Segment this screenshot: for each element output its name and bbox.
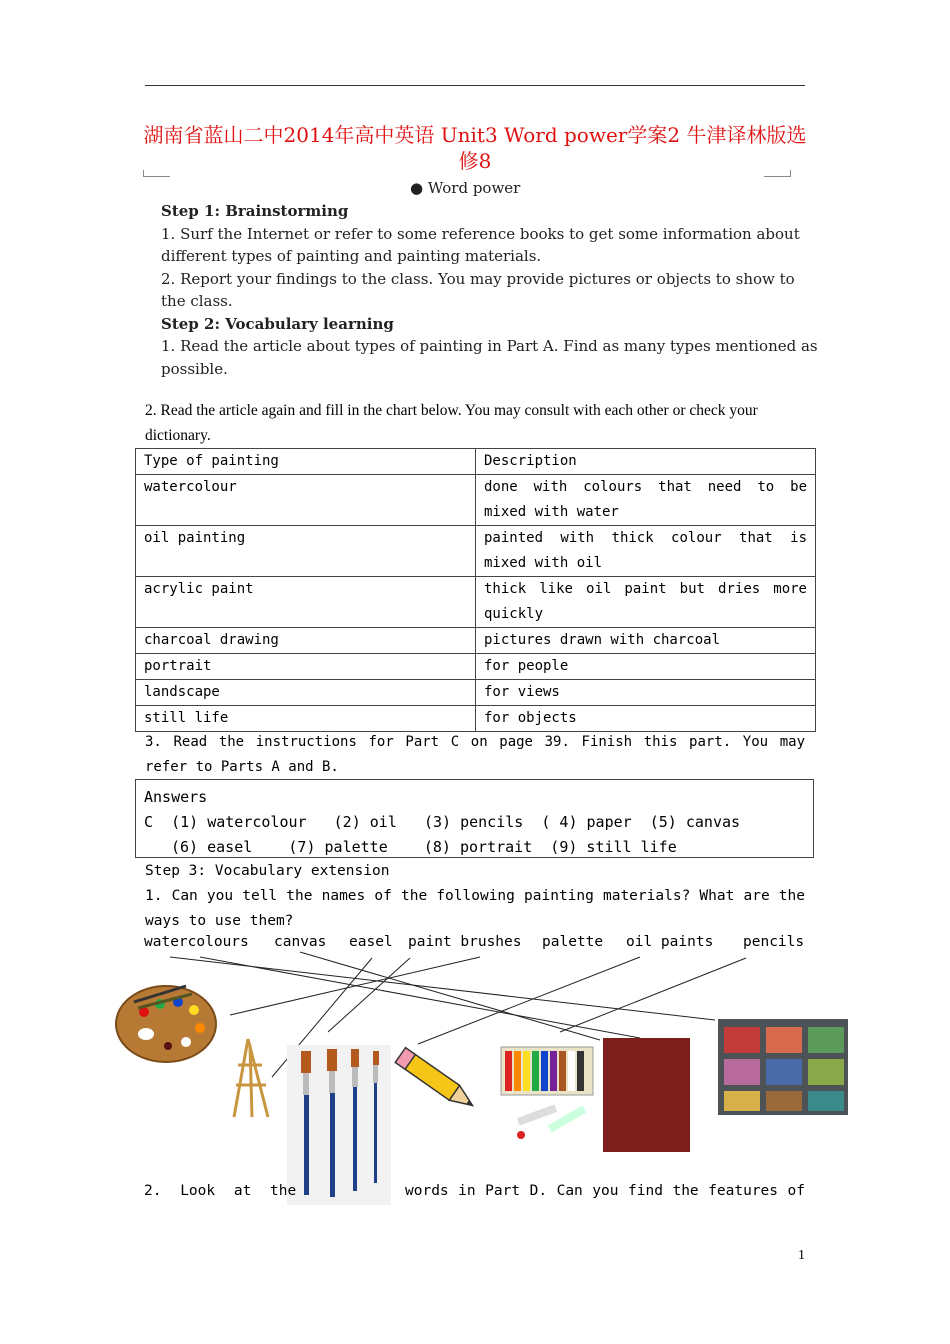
description-cell: for people (476, 654, 816, 680)
answers-heading: Answers (144, 788, 208, 806)
header-type: Type of painting (136, 449, 476, 475)
painting-type-cell: charcoal drawing (136, 628, 476, 654)
description-cell: for objects (476, 706, 816, 732)
word-paint-brushes: paint brushes (408, 934, 522, 950)
instruction-3: 3. Read the instructions for Part C on page 39. Finish this part. You may refer to Parts A and B. (145, 734, 805, 775)
header-description: Description (476, 449, 816, 475)
step1-line: the class. (161, 292, 233, 310)
match-line (418, 957, 640, 1044)
step1-heading: Step 1: Brainstorming (161, 202, 349, 220)
watercolours-picture (718, 1019, 848, 1115)
painting-type-cell: landscape (136, 680, 476, 706)
match-line (300, 952, 600, 1040)
description-cell: thick like oil paint but dries more quickly (476, 577, 816, 628)
palette-picture (114, 972, 218, 1067)
step2-heading: Step 2: Vocabulary learning (161, 314, 394, 333)
step1-line: 1. Surf the Internet or refer to some reference books to get some information about (161, 224, 800, 243)
step3-question-1: 1. Can you tell the names of the following painting materials? What are the ways to use them? (145, 888, 805, 929)
step1-line: 2. Report your findings to the class. You may provide pictures or objects to show to (161, 269, 795, 288)
match-line (230, 957, 480, 1015)
question-2-left: 2. Look at the (144, 1183, 297, 1199)
step3-heading: Step 3: Vocabulary extension (145, 863, 390, 879)
easel-picture (228, 1035, 278, 1120)
word-easel: easel (349, 934, 393, 950)
word-pencils: pencils (743, 934, 805, 950)
canvas-picture (603, 1038, 690, 1152)
page-title: 湖南省蓝山二中2014年高中英语 Unit3 Word power学案2 牛津译林版选修8 (143, 123, 807, 173)
description-cell: painted with thick colour that is mixed with oil (476, 526, 816, 577)
page-number: 1 (798, 1248, 805, 1263)
painting-type-cell: watercolour (136, 475, 476, 526)
word-watercolours: watercolours (144, 934, 249, 950)
question-2-right: words in Part D. Can you find the features of (405, 1183, 805, 1199)
instruction-2: 2. Read the article again and fill in the chart below. You may consult with each other or check your dictionary. (145, 402, 758, 444)
painting-type-cell: oil painting (136, 526, 476, 577)
step2-line: possible. (161, 359, 228, 378)
description-cell: for views (476, 680, 816, 706)
answers-line: C (1) watercolour (2) oil (3) pencils ( 4) paper (5) canvas (144, 813, 741, 831)
painting-type-cell: portrait (136, 654, 476, 680)
pencil-picture (390, 1045, 486, 1125)
step1-line: different types of painting and painting materials. (161, 247, 542, 265)
word-canvas: canvas (274, 934, 327, 950)
oil-paints-picture (487, 1043, 599, 1146)
match-line (200, 957, 640, 1038)
word-palette: palette (542, 934, 604, 950)
section-label: ● Word power (410, 179, 521, 197)
description-cell: done with colours that need to be mixed with water (476, 475, 816, 526)
painting-type-cell: acrylic paint (136, 577, 476, 628)
paint-brushes-picture (287, 1045, 391, 1205)
step2-line: 1. Read the article about types of painting in Part A. Find as many types mentioned as (161, 337, 818, 355)
word-oil-paints: oil paints (626, 934, 714, 950)
answers-line: (6) easel (7) palette (8) portrait (9) still life (171, 838, 677, 856)
description-cell: pictures drawn with charcoal (476, 628, 816, 654)
painting-type-cell: still life (136, 706, 476, 732)
